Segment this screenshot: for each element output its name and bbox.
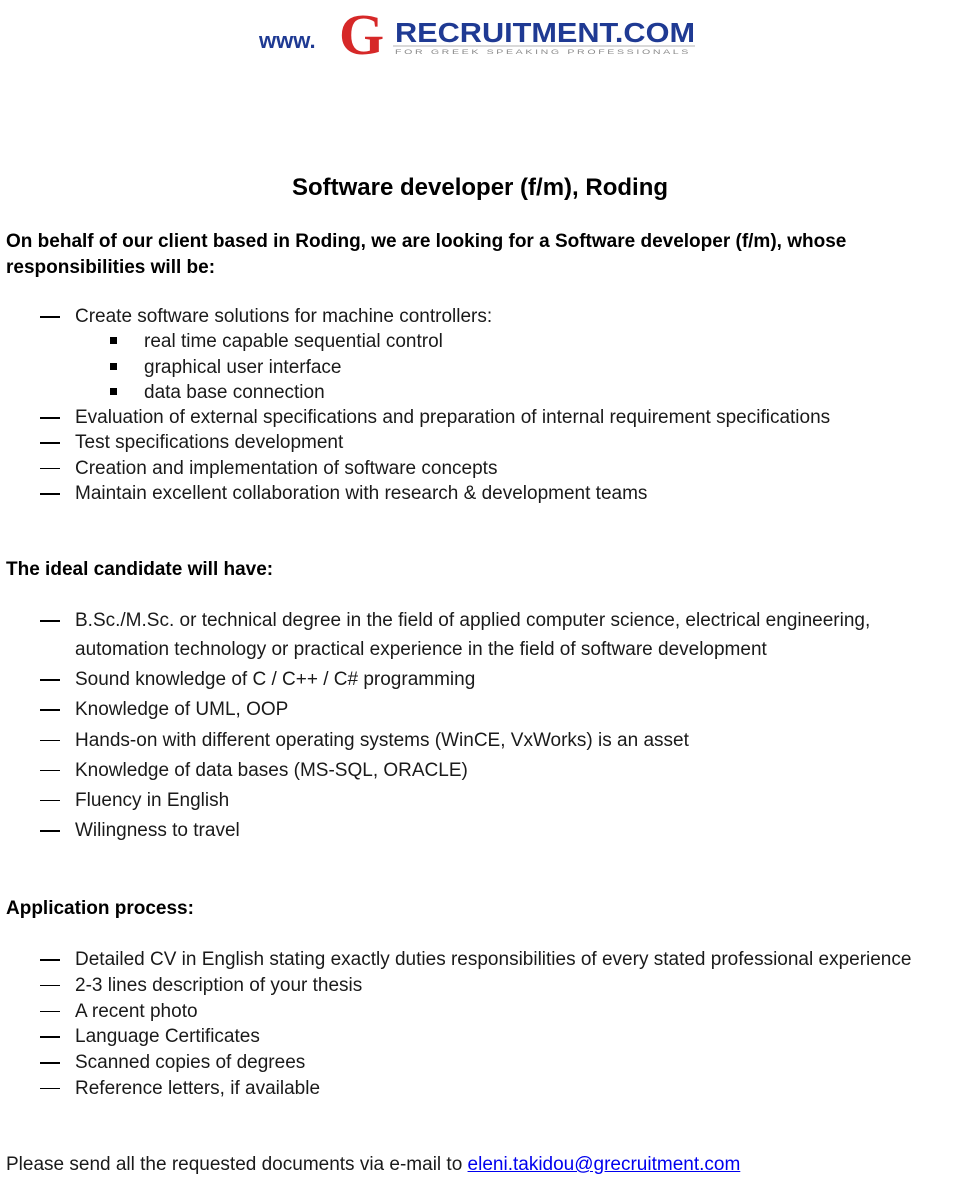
application-process-heading: Application process:: [6, 898, 194, 919]
sub-list-item: [0, 380, 960, 405]
sub-list-item-text: data base connection: [144, 381, 325, 403]
sub-list-item: [0, 329, 960, 354]
square-bullet: [110, 337, 117, 344]
list-item: [0, 456, 960, 481]
sub-list-item-text: graphical user interface: [144, 356, 342, 378]
list-item: [0, 1024, 960, 1050]
list-item-text: 2-3 lines description of your thesis: [75, 974, 363, 996]
sub-list-item-text: real time capable sequential control: [144, 331, 443, 353]
list-item: [0, 606, 960, 664]
list-item: [0, 973, 960, 999]
sub-list-item: [0, 355, 960, 380]
application-list: [0, 947, 960, 1102]
list-item-text: A recent photo: [75, 1000, 198, 1022]
list-item-text: Fluency in English: [75, 789, 230, 811]
list-item: [0, 695, 960, 724]
email-link[interactable]: eleni.takidou@grecruitment.com: [467, 1154, 741, 1175]
footer-text: Please send all the requested documents via e-mail to: [6, 1154, 468, 1175]
list-item: [0, 1050, 960, 1076]
list-item-text: Detailed CV in English stating exactly duties responsibilities of every stated professional experience: [75, 949, 912, 970]
list-item: [0, 947, 960, 973]
list-item-text: Scanned copies of degrees: [75, 1052, 306, 1074]
list-item-text: Knowledge of data bases (MS-SQL, ORACLE): [75, 759, 468, 781]
responsibilities-list: [0, 304, 960, 506]
intro-paragraph: On behalf of our client based in Roding, we are looking for a Software developer (f/m), whose responsibilities will be:: [6, 231, 847, 278]
list-item: [0, 665, 960, 694]
logo-tagline: FOR GREEK SPEAKING PROFESSIONALS: [395, 50, 691, 56]
list-item-text: Creation and implementation of software concepts: [75, 457, 498, 479]
company-logo: [255, 6, 705, 62]
list-item-text: Hands-on with different operating systems (WinCE, VxWorks) is an asset: [75, 729, 689, 751]
list-item-text: B.Sc./M.Sc. or technical degree in the field of applied computer science, electrical engineering, automation technology or practical experience in the field of software development: [75, 610, 871, 660]
job-title: Software developer (f/m), Roding: [291, 174, 669, 201]
list-item-text: Evaluation of external specifications and preparation of internal requirement specifications: [75, 407, 831, 429]
list-item-text: Knowledge of UML, OOP: [75, 699, 289, 721]
list-item: [0, 756, 960, 785]
list-item: [0, 481, 960, 506]
list-item-text: Test specifications development: [75, 432, 344, 454]
list-item: [0, 816, 960, 845]
logo-graphic: [255, 6, 705, 62]
list-item: [0, 726, 960, 755]
list-item: [0, 999, 960, 1025]
logo-initial: G: [339, 6, 385, 62]
list-item-text: Language Certificates: [75, 1026, 260, 1048]
square-bullet: [110, 388, 117, 395]
list-item-text: Sound knowledge of C / C++ / C# programming: [75, 669, 476, 691]
contact-footer: [6, 1152, 740, 1178]
square-bullet: [110, 363, 117, 370]
requirements-list: [0, 606, 960, 846]
list-item-text: Maintain excellent collaboration with research & development teams: [75, 483, 648, 505]
logo-prefix: www.: [259, 28, 316, 53]
list-item: [0, 405, 960, 430]
list-item: [0, 786, 960, 815]
list-item: [0, 304, 960, 329]
list-item-text: Reference letters, if available: [75, 1077, 321, 1099]
list-item-text: Wilingness to travel: [75, 820, 240, 842]
list-item-text: Create software solutions for machine controllers:: [75, 306, 493, 327]
logo-wordmark: RECRUITMENT.COM: [395, 17, 695, 48]
list-item: [0, 1076, 960, 1102]
ideal-candidate-heading: The ideal candidate will have:: [6, 559, 274, 580]
list-item: [0, 430, 960, 455]
